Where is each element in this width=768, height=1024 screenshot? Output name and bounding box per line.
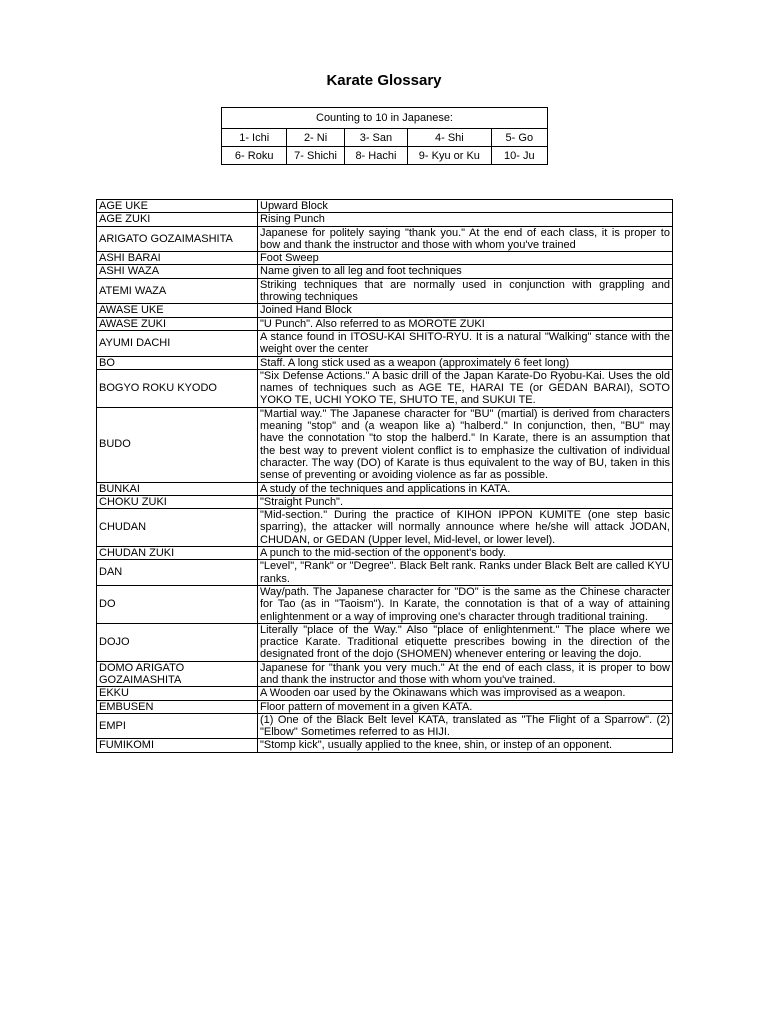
glossary-term: AWASE UKE [97,304,258,317]
counting-row [222,129,548,147]
page-title: Karate Glossary [326,72,442,89]
glossary-row [97,661,673,687]
glossary-term: AWASE ZUKI [97,317,258,330]
glossary-term: DOMO ARIGATO GOZAIMASHITA [97,661,258,687]
counting-cell: 9- Kyu or Ku [408,147,492,165]
glossary-row [97,356,673,369]
glossary-row [97,560,673,586]
glossary-definition: Japanese for "thank you very much." At the end of each class, it is proper to bow and thank the instructor and those with whom you've trained. [258,661,673,687]
glossary-term: BO [97,356,258,369]
glossary-term: ATEMI WAZA [97,278,258,304]
glossary-term: CHUDAN ZUKI [97,547,258,560]
glossary-definition: Literally "place of the Way." Also "place of enlightenment." The place where we practice Karate. Traditional etiquette prescribes bowing in the direction of the designated front of the dojo (SHOMEN) whenever entering or leaving the dojo. [258,623,673,661]
glossary-term: AYUMI DACHI [97,330,258,356]
glossary-definition: A study of the techniques and applications in KATA. [258,482,673,495]
glossary-definition: "Mid-section." During the practice of KIHON IPPON KUMITE (one step basic sparring), the attacker will normally announce where he/she will attack JODAN, CHUDAN, or GEDAN (Upper level, Mid-level, or lower level). [258,509,673,547]
glossary-table [96,199,673,753]
glossary-term: EMBUSEN [97,700,258,713]
counting-cell: 6- Roku [222,147,287,165]
counting-row [222,147,548,165]
glossary-term: ASHI BARAI [97,252,258,265]
glossary-definition: "Level", "Rank" or "Degree". Black Belt rank. Ranks under Black Belt are called KYU ranks. [258,560,673,586]
glossary-term: FUMIKOMI [97,739,258,752]
glossary-term: AGE UKE [97,200,258,213]
glossary-row [97,713,673,739]
glossary-definition: (1) One of the Black Belt level KATA, translated as "The Flight of a Sparrow". (2) "Elbow" Sometimes referred to as HIJI. [258,713,673,739]
glossary-row [97,200,673,213]
glossary-row [97,213,673,226]
glossary-row [97,252,673,265]
glossary-definition: "U Punch". Also referred to as MOROTE ZUKI [258,317,673,330]
glossary-definition: Rising Punch [258,213,673,226]
glossary-term: CHUDAN [97,509,258,547]
glossary-body [97,200,673,753]
glossary-term: EKKU [97,687,258,700]
glossary-row [97,585,673,623]
glossary-row [97,687,673,700]
glossary-term: DO [97,585,258,623]
glossary-term: CHOKU ZUKI [97,495,258,508]
glossary-definition: Upward Block [258,200,673,213]
counting-cell: 1- Ichi [222,129,287,147]
glossary-term: DAN [97,560,258,586]
glossary-row [97,278,673,304]
glossary-definition: Striking techniques that are normally used in conjunction with grappling and throwing techniques [258,278,673,304]
counting-cell: 5- Go [491,129,547,147]
glossary-row [97,369,673,407]
counting-cell: 10- Ju [491,147,547,165]
counting-cell: 8- Hachi [344,147,407,165]
glossary-row [97,304,673,317]
glossary-row [97,317,673,330]
glossary-row [97,330,673,356]
glossary-term: DOJO [97,623,258,661]
counting-cell: 2- Ni [287,129,344,147]
glossary-definition: "Stomp kick", usually applied to the knee, shin, or instep of an opponent. [258,739,673,752]
glossary-term: AGE ZUKI [97,213,258,226]
glossary-term: BUNKAI [97,482,258,495]
glossary-definition: Japanese for politely saying "thank you." At the end of each class, it is proper to bow and thank the instructor and those with whom you've trained [258,226,673,252]
glossary-row [97,482,673,495]
glossary-row [97,547,673,560]
counting-cell: 7- Shichi [287,147,344,165]
glossary-definition: Staff. A long stick used as a weapon (approximately 6 feet long) [258,356,673,369]
glossary-definition: "Martial way." The Japanese character for "BU" (martial) is derived from characters meaning "stop" and (a weapon like a) "halberd." In conjunction, then, "BU" may have the connotation "to stop the halberd." In Karate, there is an assumption that the best way to prevent violent conflict is to emphasize the cultivation of individual character. The way (DO) of Karate is thus equivalent to the way of BU, taken in this sense of preventing or avoiding violence as far as possible. [258,407,673,482]
counting-cell: 3- San [344,129,407,147]
glossary-definition: "Straight Punch". [258,495,673,508]
glossary-definition: Foot Sweep [258,252,673,265]
glossary-term: BUDO [97,407,258,482]
glossary-row [97,265,673,278]
glossary-row [97,407,673,482]
glossary-definition: Floor pattern of movement in a given KATA. [258,700,673,713]
glossary-term: ARIGATO GOZAIMASHITA [97,226,258,252]
glossary-term: BOGYO ROKU KYODO [97,369,258,407]
counting-heading: Counting to 10 in Japanese: [222,108,548,129]
counting-table [221,107,548,165]
glossary-definition: A stance found in ITOSU-KAI SHITO-RYU. It is a natural "Walking" stance with the weight over the center [258,330,673,356]
glossary-definition: "Six Defense Actions." A basic drill of the Japan Karate-Do Ryobu-Kai. Uses the old names of techniques such as AGE TE, HARAI TE (or GEDAN BARAI), SOTO YOKO TE, UCHI YOKO TE, SHUTO TE, and SUKUI TE. [258,369,673,407]
glossary-definition: A punch to the mid-section of the opponent's body. [258,547,673,560]
glossary-definition: Name given to all leg and foot techniques [258,265,673,278]
glossary-row [97,495,673,508]
glossary-row [97,739,673,752]
glossary-row [97,226,673,252]
glossary-term: EMPI [97,713,258,739]
counting-cell: 4- Shi [408,129,492,147]
glossary-row [97,509,673,547]
counting-header-row [222,108,548,129]
glossary-definition: Joined Hand Block [258,304,673,317]
glossary-definition: Way/path. The Japanese character for "DO" is the same as the Chinese character for Tao (as in "Taoism"). In Karate, the connotation is that of a way of attaining enlightenment or a way of improving one's character through traditional training. [258,585,673,623]
glossary-term: ASHI WAZA [97,265,258,278]
glossary-row [97,700,673,713]
glossary-row [97,623,673,661]
glossary-definition: A Wooden oar used by the Okinawans which was improvised as a weapon. [258,687,673,700]
